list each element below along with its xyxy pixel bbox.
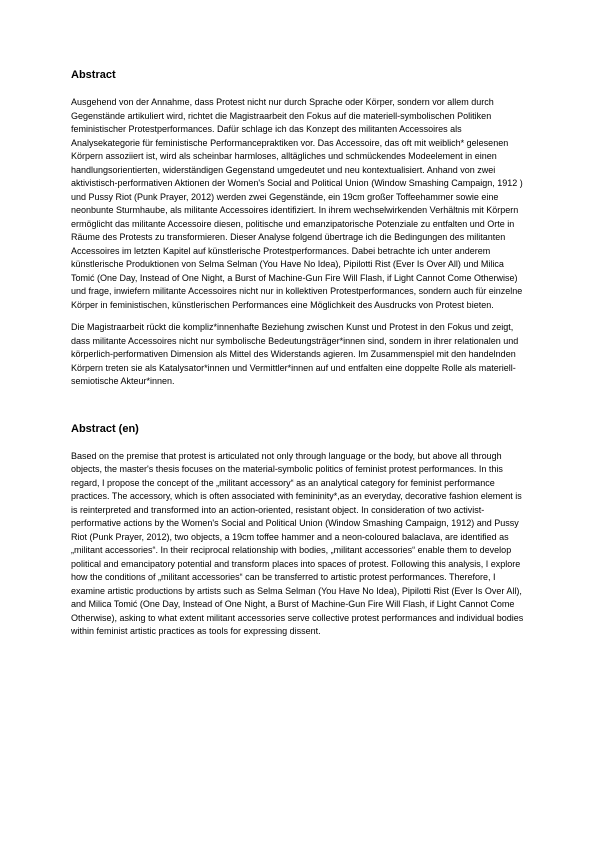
abstract-en-heading: Abstract (en) (71, 422, 139, 435)
abstract-de-section (71, 68, 525, 389)
abstract-de-paragraph-2: Die Magistraarbeit rückt die kompliz*innenhafte Beziehung zwischen Kunst und Protest in den Fokus und zeigt, dass militante Accessoires nicht nur symbolische Bedeutungsträger*innen sind, sondern in ihrer relationalen und körperlich-performativen Dimension als Mittel des Widerstands agieren. Im Zusammenspiel mit den handelnden Körpern treten sie als Katalysator*innen und Vermittler*innen auf und entfalten eine doppelte Rolle als materiell-semiotische Akteur*innen. (71, 322, 519, 386)
abstract-de-paragraph-1: Ausgehend von der Annahme, dass Protest nicht nur durch Sprache oder Körper, sondern vor allem durch Gegenstände artikuliert wird, richtet die Magistraarbeit den Fokus auf die materiell-symbolischen Politiken feministischer Protestperformances. Dafür schlage ich das Konzept des militanten Accessoires als Analysekategorie für feministische Performancepraktiken vor. Das Accessoire, das oft mit weiblich* gelesenen Körpern assoziiert ist, wird als scheinbar harmloses, alltägliches und schmückendes Modeelement in einen handlungsorientierten, widerständigen Gegenstand umgedeutet und neu kontextualisiert. Anhand von zwei aktivistisch-performativen Aktionen der Women's Social and Political Union (Window Smashing Campaign, 1912 ) und Pussy Riot (Punk Prayer, 2012) werden zwei Gegenstände, ein 19cm großer Toffeehammer sowie eine neonbunte Sturmhaube, als militante Accessoires identifiziert. In ihrem wechselwirkenden Verhältnis mit Körpern ermöglicht das militante Accessoire diesen, politische und emanzipatorische Potenziale zu entfalten und Orte in Räume des Protests zu transformieren. Dieser Analyse folgend übertrage ich die Bedingungen des militanten Accessoires im letzten Kapitel auf künstlerische Protestperformances. Dabei betrachte ich unter anderem künstlerische Produktionen von Selma Selman (You Have No Idea), Pipilotti Rist (Ever Is Over All) und Milica Tomić (One Day, Instead of One Night, a Burst of Machine-Gun Fire Will Flash, if Light Cannot Come Otherwise) und frage, inwiefern militante Accessoires nicht nur in kollektiven Protestperformances, sondern auch für einzelne Körper in feministischen, künstlerischen Performances eine Möglichkeit des Ausdrucks von Protest bieten. (71, 97, 523, 310)
abstract-en-section (71, 422, 525, 639)
abstract-de-heading: Abstract (71, 69, 116, 81)
abstract-en-paragraph-1: Based on the premise that protest is articulated not only through language or the body, but above all through objects, the master's thesis focuses on the material-symbolic politics of feminist protest performances. In this regard, I propose the concept of the „militant accessory“ as an analytical category for feminist performance practices. The accessory, which is often associated with femininity*,as an everyday, decorative fashion element is is reinterpreted and transformed into an action-oriented, resistant object. In consideration of two activist-performative actions by the Women's Social and Political Union (Window Smashing Campaign, 1912) and Pussy Riot (Punk Prayer, 2012), two objects, a 19cm toffee hammer and a neon-coloured balaclava, are identified as „militant accessories“. In their reciprocal relationship with bodies, „militant accessories“ enable them to develop political and emancipatory potential and transform places into spaces of protest. Following this analysis, I explore how the conditions of „militant accessories“ can be transferred to artistic protest performances. Therefore, I examine artistic productions by artists such as Selma Selman (You Have No Idea), Pipilotti Rist (Ever Is Over All), and Milica Tomić (One Day, Instead of One Night, a Burst of Machine-Gun Fire Will Flash, if Light Cannot Come Otherwise), asking to what extent militant accessories serve collective protest performances and individual bodies within feminist artistic practices as tools for expressing dissent. (71, 450, 524, 636)
